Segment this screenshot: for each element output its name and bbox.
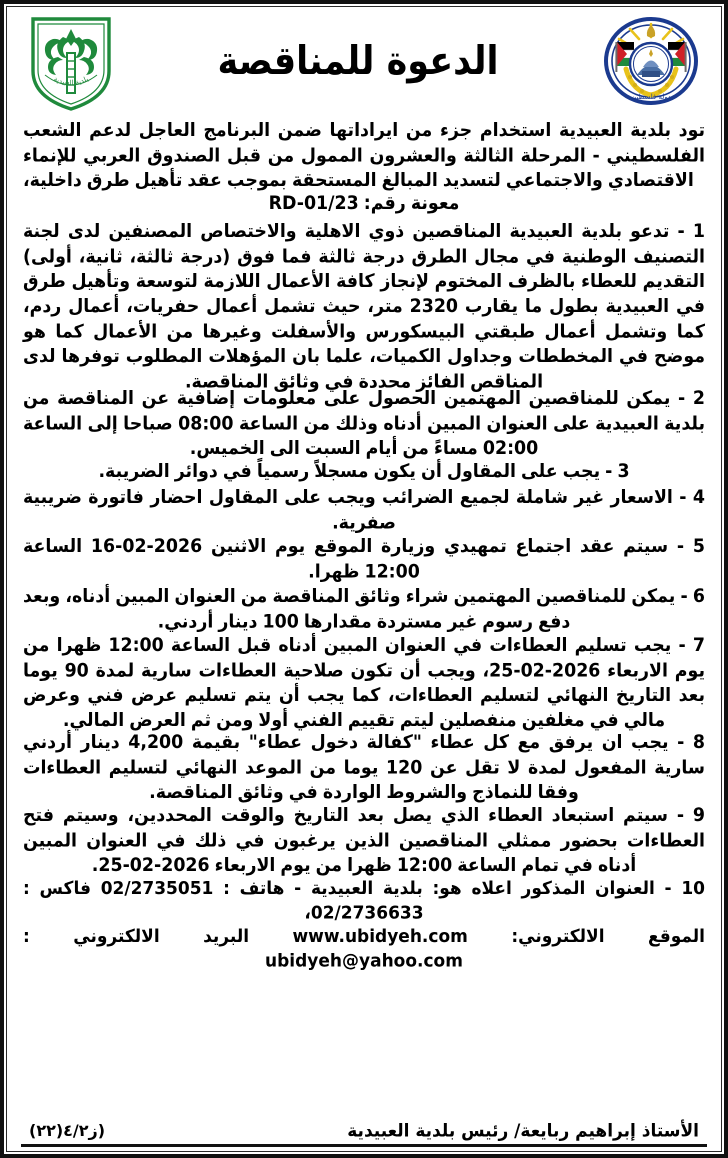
palestinian-authority-emblem	[599, 15, 703, 115]
signature-row	[19, 1119, 709, 1141]
contact-web-line: الموقع الالكتروني: www.ubidyeh.com البريد الالكتروني : ubidyeh@yahoo.com	[23, 926, 705, 972]
clause-2: 2 - يمكن للمناقصين المهتمين الحصول على معلومات إضافية عن المناقصة من بلدية العبيدية على العنوان المبين أدناه وذلك من الساعة 08:00 صباحا إلى الساعة 02:00 مساءً من أيام السبت الى الخميس.	[23, 388, 705, 460]
clause-4: 4 - الاسعار غير شاملة لجميع الضرائب ويجب على المقاول احضار فاتورة ضريبية صفرية.	[23, 487, 705, 534]
clause-9: 9 - سيتم استبعاد العطاء الذي يصل بعد التاريخ والوقت المحددين، وسيتم فتح العطاءات بحضور ممثلي المناقصين الذين يرغبون في ذلك في العنوان المبين أدناه في تمام الساعة 12:00 ظهرا من يوم الاربعاء 2026-02-25.	[23, 804, 705, 877]
clause-1: 1 - تدعو بلدية العبيدية المناقصين ذوي الاهلية والاختصاص المصنفين لدى لجنة التصنيف الوطنية في مجال الطرق درجة ثالثة فما فوق (درجة ثالثة، ثانية، أولى) التقديم للعطاء بالظرف المختوم لإنجاز كافة الأعمال اللازمة لتوسعة وتأهيل طرق في العبيدية بطول ما يقارب 2320 متر، حيث تشمل أعمال حفريات، أعمال ردم، كما وتشمل أعمال طبقتي البيسكورس والأسفلت وغيرها من الأعمال كما هو موضح في المخططات وجداول الكميات، علما بان المؤهلات المطلوب توفرها لدى المناقص الفائز محددة في وثائق المناقصة.	[23, 220, 705, 393]
page-title: الدعوة للمناقصة	[217, 38, 499, 84]
contact-address-line: 10 - العنوان المذكور اعلاه هو: بلدية العبيدية - هاتف : 02/2735051 فاكس : 02/2736633،	[23, 877, 705, 924]
aid-reference-number: معونة رقم: 23/RD-01	[268, 193, 460, 215]
svg-text:دولة فلسطين: دولة فلسطين	[631, 93, 671, 101]
ubeidiya-municipality-emblem	[25, 13, 117, 117]
clause-8: 8 - يجب ان يرفق مع كل عطاء "كفالة دخول عطاء" بقيمة 4,200 دينار أردني سارية المفعول لمدة لا تقل عن 120 يوما من الموعد النهائي لتسليم العطاءات وفقا للنماذج والشروط الواردة في وثائق المناقصة.	[23, 731, 705, 804]
bottom-rule	[21, 1144, 707, 1147]
clause-3: 3 - يجب على المقاول أن يكون مسجلاً رسمياً في دوائر الضريبة.	[98, 461, 630, 483]
signatory-name: الأستاذ إبراهيم ربايعة/ رئيس بلدية العبيدية	[347, 1120, 699, 1142]
clause-6: 6 - يمكن للمناقصين المهتمين شراء وثائق المناقصة من العنوان المبين أدناه، وبعد دفع رسوم غير مستردة مقدارها 100 دينار أردني.	[23, 585, 705, 633]
document-header	[19, 13, 709, 117]
announcement-body	[19, 117, 709, 1119]
page-frame-inner	[6, 6, 722, 1152]
document-reference-mark: (ز٤/٢(٢٢)	[29, 1121, 106, 1140]
clause-7: 7 - يجب تسليم العطاءات في العنوان المبين أدناه قبل الساعة 12:00 ظهرا من يوم الاربعاء 2026-02-25، ويجب أن تكون صلاحية العطاءات سارية لمدة 90 يوما بعد التاريخ النهائي لتسليم العطاءات، كما يجب أن يتم تسليم عرض فني وعرض مالي في مغلفين منفصلين ليتم تقييم الفني أولا ومن ثم العرض المالي.	[23, 635, 705, 732]
svg-text:بلدية العبيدية: بلدية العبيدية	[52, 74, 90, 88]
clause-5: 5 - سيتم عقد اجتماع تمهيدي وزيارة الموقع يوم الاثنين 2026-02-16 الساعة 12:00 ظهرا.	[23, 536, 705, 583]
intro-paragraph: تود بلدية العبيدية استخدام جزء من ايراداتها ضمن البرنامج العاجل لدعم الشعب الفلسطيني - المرحلة الثالثة والعشرون الممول من قبل الصندوق العربي للإنماء الاقتصادي والاجتماعي لتسديد المبالغ المستحقة بموجب عقد تأهيل طرق داخلية،	[23, 120, 705, 192]
